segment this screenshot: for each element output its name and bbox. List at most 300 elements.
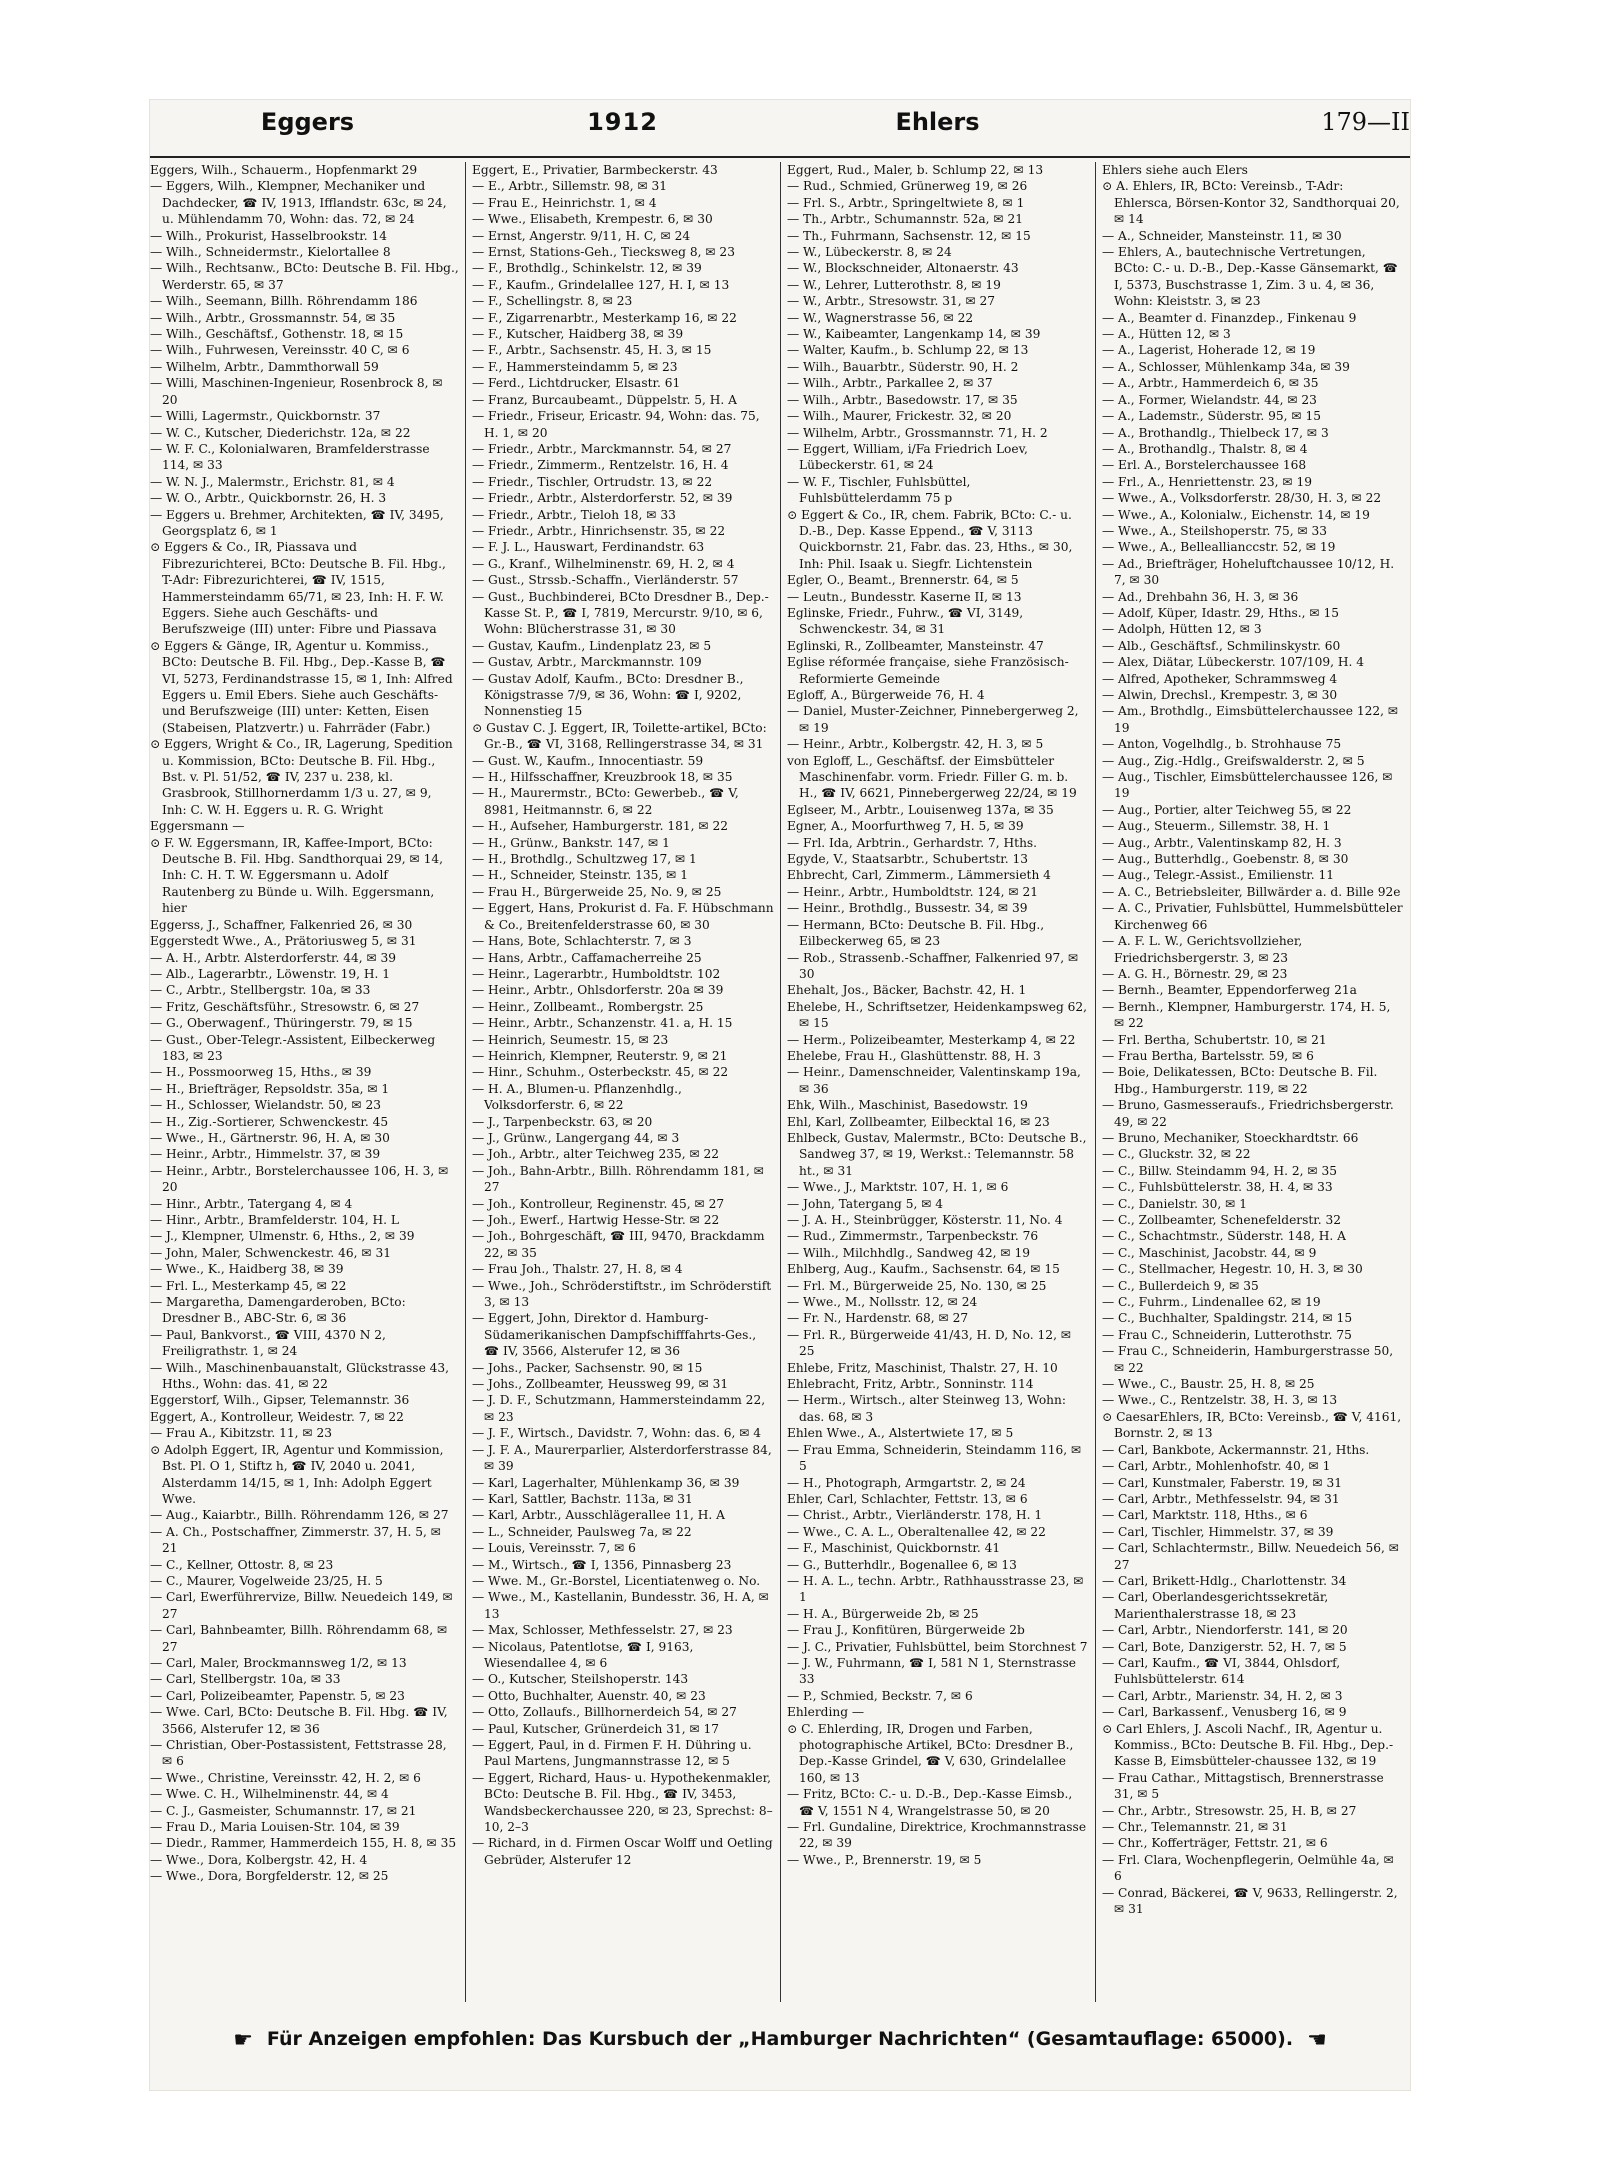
directory-entry: — A., Former, Wielandstr. 44, ✉ 23 xyxy=(1102,392,1317,407)
directory-entry: Eggert, A., Kontrolleur, Weidestr. 7, ✉ 22 xyxy=(150,1409,404,1424)
directory-entry: — C., Maurer, Vogelweide 23/25, H. 5 xyxy=(150,1573,383,1588)
directory-entry: — Diedr., Rammer, Hammerdeich 155, H. 8, ✉ 35 xyxy=(150,1836,457,1851)
directory-entry: — Carl, Bankbote, Ackermannstr. 21, Hths. xyxy=(1102,1442,1370,1457)
pointing-hand-icon: ☚ xyxy=(1307,2028,1327,2053)
directory-entry: — Frau D., Maria Louisen-Str. 104, ✉ 39 xyxy=(150,1820,400,1835)
directory-entry: — F., Maschinist, Quickbornstr. 41 xyxy=(787,1541,1001,1556)
directory-entry: — Wwe., Elisabeth, Krempestr. 6, ✉ 30 xyxy=(472,212,713,227)
directory-entry: Ehlbeck, Gustav, Malermstr., BCto: Deutsche B., Sandweg 37, ✉ 19, Werkst.: Telemannstr. 58 ht., ✉ 31 xyxy=(787,1130,1087,1178)
directory-entry: — H. A. L., techn. Arbtr., Rathhausstrasse 23, ✉ 1 xyxy=(787,1573,1084,1605)
directory-entry: — Am., Brothdlg., Eimsbüttelerchaussee 122, ✉ 19 xyxy=(1102,704,1399,735)
directory-entry: — J. F., Wirtsch., Davidstr. 7, Wohn: das. 6, ✉ 4 xyxy=(472,1426,762,1441)
directory-entry: — Wilh., Arbtr., Parkallee 2, ✉ 37 xyxy=(787,376,993,391)
directory-entry: — Eggert, Richard, Haus- u. Hypothekenmakler, BCto: Deutsche B. Fil. Hbg., ☎ IV, 3453, Wandsbeckerchaussee 220, ✉ 23, Sprechst: 8–10, 2–3 xyxy=(472,1770,773,1835)
directory-entry: — Aug., Telegr.-Assist., Emilienstr. 11 xyxy=(1102,868,1335,883)
directory-entry: — Carl, Arbtr., Methfesselstr. 94, ✉ 31 xyxy=(1102,1491,1340,1506)
directory-entry: — Heinrich, Seumestr. 15, ✉ 23 xyxy=(472,1032,669,1047)
directory-entry: — F., Brothdlg., Schinkelstr. 12, ✉ 39 xyxy=(472,261,702,276)
directory-entry: — Ehlers, A., bautechnische Vertretungen, BCto: C.- u. D.-B., Dep.-Kasse Gänsemarkt, ☎ I, 5373, Buschstrasse 1, Zim. 3 u. 4, ✉ 36, Wohn: Kleiststr. 3, ✉ 23 xyxy=(1102,245,1398,309)
directory-entry: — C., Maschinist, Jacobstr. 44, ✉ 9 xyxy=(1102,1245,1317,1260)
directory-entry: — Wwe., Dora, Borgfelderstr. 12, ✉ 25 xyxy=(150,1869,389,1884)
directory-entry: — Karl, Sattler, Bachstr. 113a, ✉ 31 xyxy=(472,1491,693,1506)
directory-entry: von Egloff, L., Geschäftsf. der Eimsbütteler Maschinenfabr. vorm. Friedr. Filler G. m. b. H., ☎ IV, 6621, Pinnebergerweg 22/24, ✉ 19 xyxy=(787,753,1077,801)
directory-entry: ⊙ CaesarEhlers, IR, BCto: Vereinsb., ☎ V, 4161, Bornstr. 2, ✉ 13 xyxy=(1102,1409,1402,1441)
directory-entry: — Carl, Barkassenf., Venusberg 16, ✉ 9 xyxy=(1102,1705,1347,1720)
directory-entry: — Richard, in d. Firmen Oscar Wolff und Oetling Gebrüder, Alsterufer 12 xyxy=(472,1836,773,1867)
directory-entry: — Wilhelm, Arbtr., Dammthorwall 59 xyxy=(150,359,379,374)
directory-entry: — Paul, Kutscher, Grünerdeich 31, ✉ 17 xyxy=(472,1721,720,1736)
directory-entry: — Bernh., Klempner, Hamburgerstr. 174, H. 5, ✉ 22 xyxy=(1102,999,1391,1031)
directory-entry: — H., Hilfsschaffner, Kreuzbrook 18, ✉ 35 xyxy=(472,770,733,785)
directory-entry: — F., Zigarrenarbtr., Mesterkamp 16, ✉ 22 xyxy=(472,310,737,325)
directory-entry: — C., Buchhalter, Spaldingstr. 214, ✉ 15 xyxy=(1102,1311,1353,1326)
directory-entry: — Wwe., A., Steilshoperstr. 75, ✉ 33 xyxy=(1102,523,1328,538)
directory-entry: — John, Tatergang 5, ✉ 4 xyxy=(787,1196,944,1211)
directory-entry: Ehehalt, Jos., Bäcker, Bachstr. 42, H. 1 xyxy=(787,983,1027,998)
directory-entry: — Heinr., Arbtr., Borstelerchaussee 106, H. 3, ✉ 20 xyxy=(150,1163,449,1195)
directory-entry: — W., Lehrer, Lutterothstr. 8, ✉ 19 xyxy=(787,277,1001,292)
directory-entry: — Frau E., Heinrichstr. 1, ✉ 4 xyxy=(472,195,657,210)
directory-entry: — Ernst, Angerstr. 9/11, H. C, ✉ 24 xyxy=(472,228,691,243)
directory-entry: — E., Arbtr., Sillemstr. 98, ✉ 31 xyxy=(472,179,668,194)
directory-entry: — Carl, Stellbergstr. 10a, ✉ 33 xyxy=(150,1672,341,1687)
directory-entry: — Carl, Bahnbeamter, Billh. Röhrendamm 68, ✉ 27 xyxy=(150,1623,448,1654)
directory-entry: — Eggert, Paul, in d. Firmen F. H. Dühring u. Paul Martens, Jungmannstrasse 12, ✉ 5 xyxy=(472,1738,752,1769)
directory-entry: — Wwe., C., Rentzelstr. 38, H. 3, ✉ 13 xyxy=(1102,1393,1338,1408)
directory-entry: — H., Briefträger, Repsoldstr. 35a, ✉ 1 xyxy=(150,1081,390,1096)
directory-entry: — Gustav, Kaufm., Lindenplatz 23, ✉ 5 xyxy=(472,638,712,653)
directory-entry: — Joh., Ewerf., Hartwig Hesse-Str. ✉ 22 xyxy=(472,1213,720,1227)
directory-entry: — H., Zig.-Sortierer, Schwenckestr. 45 xyxy=(150,1114,389,1129)
directory-entry: — Wwe. C. H., Wilhelminenstr. 44, ✉ 4 xyxy=(150,1787,389,1802)
directory-entry: — Carl, Arbtr., Niendorferstr. 141, ✉ 20 xyxy=(1102,1623,1348,1638)
directory-entry: — Carl, Ewerführervize, Billw. Neuedeich 149, ✉ 27 xyxy=(150,1590,453,1621)
directory-entry: — C., Arbtr., Stellbergstr. 10a, ✉ 33 xyxy=(150,983,371,998)
page-header xyxy=(150,108,1410,144)
directory-entry: — Frl. Ida, Arbtrin., Gerhardstr. 7, Hths. xyxy=(787,835,1038,850)
directory-entry: — W. N. J., Malermstr., Erichstr. 81, ✉ 4 xyxy=(150,474,395,489)
directory-entry: ⊙ Carl Ehlers, J. Ascoli Nachf., IR, Agentur u. Kommiss., BCto: Deutsche B. Fil. Hbg., Dep.-Kasse B, Eimsbütteler-chaussee 132, ✉ 19 xyxy=(1102,1721,1394,1769)
directory-entry: — Erl. A., Borstelerchaussee 168 xyxy=(1102,458,1307,473)
directory-entry: — A. F. L. W., Gerichtsvollzieher, Friedrichsbergerstr. 3, ✉ 23 xyxy=(1102,934,1303,965)
directory-entry: — A., Hütten 12, ✉ 3 xyxy=(1102,327,1231,342)
directory-entry: — Frl. S., Arbtr., Springeltwiete 8, ✉ 1 xyxy=(787,195,1025,210)
directory-entry: — A., Schneider, Mansteinstr. 11, ✉ 30 xyxy=(1102,228,1342,243)
directory-entry: — J. C., Privatier, Fuhlsbüttel, beim Storchnest 7 xyxy=(787,1639,1088,1654)
directory-entry: — Wilhelm, Arbtr., Grossmannstr. 71, H. 2 xyxy=(787,425,1048,440)
directory-entry: — Christ., Arbtr., Vierländerstr. 178, H. 1 xyxy=(787,1508,1043,1523)
directory-entry: Egyde, V., Staatsarbtr., Schubertstr. 13 xyxy=(787,852,1028,867)
directory-entry: — Wwe., M., Kastellanin, Bundesstr. 36, H. A, ✉ 13 xyxy=(472,1590,769,1621)
directory-entry: — Carl, Arbtr., Mohlenhofstr. 40, ✉ 1 xyxy=(1102,1459,1331,1474)
directory-entry: — Eggers u. Brehmer, Architekten, ☎ IV, 3495, Georgsplatz 6, ✉ 1 xyxy=(150,507,444,538)
footer-text: Für Anzeigen empfohlen: Das Kursbuch der „Hamburger Nachrichten“ (Gesamtauflage: 65000). xyxy=(266,2028,1294,2050)
directory-entry: — Carl, Maler, Brockmannsweg 1/2, ✉ 13 xyxy=(150,1655,407,1670)
directory-entry: — Joh., Kontrolleur, Reginenstr. 45, ✉ 27 xyxy=(472,1196,725,1211)
directory-entry: — Aug., Kaiarbtr., Billh. Röhrendamm 126, ✉ 27 xyxy=(150,1508,449,1523)
directory-entry: ⊙ Adolph Eggert, IR, Agentur und Kommission, Bst. Pl. O 1, Stiftz h, ☎ IV, 2040 u. 2041, Alsterdamm 14/15, ✉ 1, Inh: Adolph Eggert Wwe. xyxy=(150,1442,444,1506)
directory-entry: — Hinr., Arbtr., Tatergang 4, ✉ 4 xyxy=(150,1196,353,1211)
directory-entry: — Bernh., Beamter, Eppendorferweg 21a xyxy=(1102,983,1357,998)
directory-entry: — L., Schneider, Paulsweg 7a, ✉ 22 xyxy=(472,1524,692,1539)
directory-entry: — A., Schlosser, Mühlenkamp 34a, ✉ 39 xyxy=(1102,359,1350,374)
advertisement-footer xyxy=(150,2028,1410,2062)
directory-entry: Ehlen Wwe., A., Alstertwiete 17, ✉ 5 xyxy=(787,1426,1014,1441)
directory-entry: — Fritz, Geschäftsführ., Stresowstr. 6, ✉ 27 xyxy=(150,999,420,1014)
directory-entry: — Wwe., M., Nollsstr. 12, ✉ 24 xyxy=(787,1295,978,1310)
directory-entry: — Friedr., Tischler, Ortrudstr. 13, ✉ 22 xyxy=(472,474,713,489)
directory-entry: ⊙ Eggers & Gänge, IR, Agentur u. Kommiss., BCto: Deutsche B. Fil. Hbg., Dep.-Kasse B, ☎ VI, 5273, Ferdinandstrasse 15, ✉ 1, Inh: Alfred Eggers u. Emil Ebers. Siehe auch Geschäfts- und Berufszweige (III) unter: Ketten, Eisen (Stabeisen, Platzvertr.) u. Fahrräder (Fabr.) xyxy=(150,638,453,735)
directory-entry: ⊙ Eggers & Co., IR, Piassava und Fibrezurichterei, BCto: Deutsche B. Fil. Hbg., T-Adr: Fibrezurichterei, ☎ IV, 1515, Hammersteindamm 65/71, ✉ 23, Inh: H. F. W. Eggers. Siehe auch Geschäfts- und Berufszweige (III) unter: Fibre und Piassava xyxy=(150,540,446,637)
directory-entry: Eglinski, R., Zollbeamter, Mansteinstr. 47 xyxy=(787,638,1044,653)
directory-entry: — Frau Emma, Schneiderin, Steindamm 116, ✉ 5 xyxy=(787,1442,1082,1474)
directory-entry: — W., Arbtr., Stresowstr. 31, ✉ 27 xyxy=(787,294,996,309)
directory-entry: — Carl, Kaufm., ☎ VI, 3844, Ohlsdorf, Fuhlsbüttelerstr. 614 xyxy=(1102,1655,1341,1687)
directory-entry: — Carl, Marktstr. 118, Hths., ✉ 6 xyxy=(1102,1508,1308,1523)
directory-entry: — Frau J., Konfitüren, Bürgerweide 2b xyxy=(787,1623,1025,1638)
directory-entry: — Alwin, Drechsl., Krempestr. 3, ✉ 30 xyxy=(1102,688,1338,702)
header-year: 1912 xyxy=(587,108,658,136)
directory-entry: — Frau Joh., Thalstr. 27, H. 8, ✉ 4 xyxy=(472,1262,683,1277)
directory-entry: — A., Lademstr., Süderstr. 95, ✉ 15 xyxy=(1102,409,1321,424)
directory-entry: — Wwe., H., Gärtnerstr. 96, H. A, ✉ 30 xyxy=(150,1130,390,1145)
directory-entry: — Wilh., Arbtr., Grossmannstr. 54, ✉ 35 xyxy=(150,310,396,325)
directory-entry: — Alb., Lagerarbtr., Löwenstr. 19, H. 1 xyxy=(150,966,390,981)
directory-entry: — Th., Arbtr., Schumannstr. 52a, ✉ 21 xyxy=(787,212,1023,227)
directory-entry: — Willi, Lagermstr., Quickbornstr. 37 xyxy=(150,409,381,424)
directory-entry: — A., Brothandlg., Thalstr. 8, ✉ 4 xyxy=(1102,441,1308,456)
directory-entry: — J. A. H., Steinbrügger, Kösterstr. 11, No. 4 xyxy=(787,1213,1063,1227)
directory-entry: Ehlerding — xyxy=(787,1705,865,1720)
directory-entry: — Leutn., Bundesstr. Kaserne II, ✉ 13 xyxy=(787,589,1022,604)
directory-entry: — Wilh., Bauarbtr., Süderstr. 90, H. 2 xyxy=(787,359,1019,374)
directory-entry: — Hermann, BCto: Deutsche B. Fil. Hbg., Eilbeckerweg 65, ✉ 23 xyxy=(787,917,1045,949)
directory-entry: — Joh., Bahn-Arbtr., Billh. Röhrendamm 181, ✉ 27 xyxy=(472,1163,765,1195)
directory-entry: — H., Possmoorweg 15, Hths., ✉ 39 xyxy=(150,1065,372,1080)
directory-entry: Egloff, A., Bürgerweide 76, H. 4 xyxy=(787,688,985,702)
directory-entry: — Gust. W., Kaufm., Innocentiastr. 59 xyxy=(472,753,704,768)
directory-entry: Ehlers siehe auch Elers xyxy=(1102,163,1248,177)
directory-entry: — Margaretha, Damengarderoben, BCto: Dresdner B., ABC-Str. 6, ✉ 36 xyxy=(150,1295,406,1326)
directory-entry: — A., Arbtr., Hammerdeich 6, ✉ 35 xyxy=(1102,376,1319,391)
directory-entry: — Alfred, Apotheker, Schrammsweg 4 xyxy=(1102,671,1338,686)
directory-entry: — W., Blockschneider, Altonaerstr. 43 xyxy=(787,261,1019,276)
directory-entry: — Ferd., Lichtdrucker, Elsastr. 61 xyxy=(472,376,681,391)
directory-entry: — Frl. L., Mesterkamp 45, ✉ 22 xyxy=(150,1278,347,1293)
directory-entry: — Wwe. Carl, BCto: Deutsche B. Fil. Hbg. ☎ IV, 3566, Alsterufer 12, ✉ 36 xyxy=(150,1705,448,1736)
directory-entry: — Joh., Bohrgeschäft, ☎ III, 9470, Brackdamm 22, ✉ 35 xyxy=(472,1229,765,1260)
directory-entry: — W., Wagnerstrasse 56, ✉ 22 xyxy=(787,310,974,325)
directory-entry: — Gust., Strssb.-Schaffn., Vierländerstr. 57 xyxy=(472,573,739,588)
directory-entry: — Frl., A., Henriettenstr. 23, ✉ 19 xyxy=(1102,474,1313,489)
directory-entry: — Eggert, Hans, Prokurist d. Fa. F. Hübschmann & Co., Breitenfelderstrasse 60, ✉ 30 xyxy=(472,901,774,932)
directory-entry: — Wwe., A., Volksdorferstr. 28/30, H. 3, ✉ 22 xyxy=(1102,491,1382,506)
directory-entry: — Wilh., Arbtr., Basedowstr. 17, ✉ 35 xyxy=(787,392,1018,407)
directory-entry: Eggersmann — xyxy=(150,819,245,834)
directory-entry: — Boie, Delikatessen, BCto: Deutsche B. Fil. Hbg., Hamburgerstr. 119, ✉ 22 xyxy=(1102,1065,1378,1096)
directory-entry: — A. Ch., Postschaffner, Zimmerstr. 37, H. 5, ✉ 21 xyxy=(150,1524,442,1556)
directory-entry: — Friedr., Arbtr., Alsterdorferstr. 52, ✉ 39 xyxy=(472,491,733,506)
directory-entry: — Aug., Portier, alter Teichweg 55, ✉ 22 xyxy=(1102,802,1352,817)
directory-entry: — Nicolaus, Patentlotse, ☎ I, 9163, Wiesendallee 4, ✉ 6 xyxy=(472,1639,694,1670)
directory-entry: — Conrad, Bäckerei, ☎ V, 9633, Rellingerstr. 2, ✉ 31 xyxy=(1102,1885,1398,1917)
directory-entry: ⊙ A. Ehlers, IR, BCto: Vereinsb., T-Adr: Ehlersca, Börsen-Kontor 32, Sandthorquai 20, ✉ 14 xyxy=(1102,179,1400,227)
directory-entry: — A. H., Arbtr. Alsterdorferstr. 44, ✉ 39 xyxy=(150,950,397,965)
directory-entry: — P., Schmied, Beckstr. 7, ✉ 6 xyxy=(787,1688,973,1703)
directory-entry: — Carl, Schlachtermstr., Billw. Neuedeich 56, ✉ 27 xyxy=(1102,1541,1399,1572)
directory-entry: — Carl, Bote, Danzigerstr. 52, H. 7, ✉ 5 xyxy=(1102,1639,1347,1654)
directory-entry: — Aug., Tischler, Eimsbüttelerchaussee 126, ✉ 19 xyxy=(1102,770,1393,801)
directory-entry: — Eggert, William, i/Fa Friedrich Loev, Lübeckerstr. 61, ✉ 24 xyxy=(787,441,1028,473)
directory-entry: — C., Danielstr. 30, ✉ 1 xyxy=(1102,1196,1247,1211)
directory-entry: — Frau Bertha, Bartelsstr. 59, ✉ 6 xyxy=(1102,1048,1314,1063)
directory-entry: — Friedr., Arbtr., Hinrichsenstr. 35, ✉ 22 xyxy=(472,523,726,538)
directory-entry: — Bruno, Mechaniker, Stoeckhardtstr. 66 xyxy=(1102,1130,1359,1145)
directory-entry: — Alex, Diätar, Lübeckerstr. 107/109, H. 4 xyxy=(1102,655,1365,670)
directory-entry: — C., Fuhlsbüttelerstr. 38, H. 4, ✉ 33 xyxy=(1102,1180,1333,1195)
directory-entry: — Ernst, Stations-Geh., Tiecksweg 8, ✉ 23 xyxy=(472,245,735,260)
directory-entry: — Fr. N., Hardenstr. 68, ✉ 27 xyxy=(787,1311,969,1326)
directory-entry: — Alb., Geschäftsf., Schmilinskystr. 60 xyxy=(1102,638,1341,653)
directory-entry: — Th., Fuhrmann, Sachsenstr. 12, ✉ 15 xyxy=(787,228,1031,243)
directory-entry: — Daniel, Muster-Zeichner, Pinnebergerweg 2, ✉ 19 xyxy=(787,704,1079,735)
directory-entry: — Chr., Kofferträger, Fettstr. 21, ✉ 6 xyxy=(1102,1836,1328,1851)
directory-entry: — C., Stellmacher, Hegestr. 10, H. 3, ✉ 30 xyxy=(1102,1262,1363,1277)
directory-entry: Eglise réformée française, siehe Französisch-Reformierte Gemeinde xyxy=(787,655,1069,686)
directory-entry: ⊙ Eggers, Wright & Co., IR, Lagerung, Spedition u. Kommission, BCto: Deutsche B. Fil. Hbg., Bst. v. Pl. 51/52, ☎ IV, 237 u. 238, kl. Grasbrook, Stillhornerdamm 1/3 u. 27, ✉ 9, Inh: C. W. H. Eggers u. R. G. Wright xyxy=(150,737,453,817)
directory-entry: — Heinr., Arbtr., Kolbergstr. 42, H. 3, ✉ 5 xyxy=(787,737,1044,752)
directory-entry: — John, Maler, Schwenckestr. 46, ✉ 31 xyxy=(150,1245,391,1260)
directory-entry: — Carl, Oberlandesgerichtssekretär, Marienthalerstrasse 18, ✉ 23 xyxy=(1102,1590,1329,1621)
directory-entry: — Hinr., Schuhm., Osterbeckstr. 45, ✉ 22 xyxy=(472,1065,729,1080)
directory-entry: — Frau H., Bürgerweide 25, No. 9, ✉ 25 xyxy=(472,884,722,899)
directory-entry: — Frau A., Kibitzstr. 11, ✉ 23 xyxy=(150,1426,333,1441)
directory-entry: Ehelebe, H., Schriftsetzer, Heidenkampsweg 62, ✉ 15 xyxy=(787,999,1088,1031)
directory-entry: — Karl, Lagerhalter, Mühlenkamp 36, ✉ 39 xyxy=(472,1475,740,1490)
directory-entry: — F., Kaufm., Grindelallee 127, H. I, ✉ 13 xyxy=(472,277,730,292)
directory-entry: — C., Kellner, Ottostr. 8, ✉ 23 xyxy=(150,1557,334,1572)
directory-entry: — Aug., Arbtr., Valentinskamp 82, H. 3 xyxy=(1102,835,1342,850)
directory-entry: — Carl, Kunstmaler, Faberstr. 19, ✉ 31 xyxy=(1102,1475,1342,1490)
directory-entry: — Friedr., Arbtr., Marckmannstr. 54, ✉ 27 xyxy=(472,441,732,456)
directory-entry: — Wwe., K., Haidberg 38, ✉ 39 xyxy=(150,1262,344,1277)
directory-entry: — Fritz, BCto: C.- u. D.-B., Dep.-Kasse Eimsb., ☎ V, 1551 N 4, Wrangelstrasse 50, ✉ 20 xyxy=(787,1787,1073,1818)
directory-entry: — Adolf, Küper, Idastr. 29, Hths., ✉ 15 xyxy=(1102,605,1340,620)
directory-entry: Ehl, Karl, Zollbeamter, Eilbecktal 16, ✉ 23 xyxy=(787,1114,1050,1129)
directory-entry: — Heinr., Arbtr., Himmelstr. 37, ✉ 39 xyxy=(150,1147,381,1162)
directory-entry: — Gustav Adolf, Kaufm., BCto: Dresdner B., Königstrasse 7/9, ✉ 36, Wohn: ☎ I, 9202, Nonnenstieg 15 xyxy=(472,671,744,719)
directory-entry: — Johs., Zollbeamter, Heussweg 99, ✉ 31 xyxy=(472,1377,729,1392)
directory-entry: — Willi, Maschinen-Ingenieur, Rosenbrock 8, ✉ 20 xyxy=(150,376,443,407)
directory-entry: — Carl, Brikett-Hdlg., Charlottenstr. 34 xyxy=(1102,1573,1347,1588)
directory-entry: — Wwe., P., Brennerstr. 19, ✉ 5 xyxy=(787,1852,982,1867)
directory-entry: Ehlebe, Fritz, Maschinist, Thalstr. 27, H. 10 xyxy=(787,1360,1058,1375)
directory-entry: — Wwe., Christine, Vereinsstr. 42, H. 2, ✉ 6 xyxy=(150,1770,421,1785)
header-right-keyword: Ehlers xyxy=(895,108,980,136)
directory-entry: — H. A., Blumen-u. Pflanzenhdlg., Volksdorferstr. 6, ✉ 22 xyxy=(472,1081,682,1113)
directory-entry: — Gustav, Arbtr., Marckmannstr. 109 xyxy=(472,655,702,670)
directory-entry: — Carl, Arbtr., Marienstr. 34, H. 2, ✉ 3 xyxy=(1102,1688,1343,1703)
directory-entry: — Joh., Arbtr., alter Teichweg 235, ✉ 22 xyxy=(472,1147,720,1162)
directory-entry: — H., Photograph, Armgartstr. 2, ✉ 24 xyxy=(787,1475,1026,1490)
directory-entry: — W., Lübeckerstr. 8, ✉ 24 xyxy=(787,245,952,260)
directory-entry: — G., Oberwagenf., Thüringerstr. 79, ✉ 15 xyxy=(150,1016,413,1031)
directory-entry: — Wwe. M., Gr.-Borstel, Licentiatenweg o. No. xyxy=(472,1573,761,1588)
directory-entry: — H., Aufseher, Hamburgerstr. 181, ✉ 22 xyxy=(472,819,728,834)
directory-entry: — Frau C., Schneiderin, Hamburgerstrasse 50, ✉ 22 xyxy=(1102,1344,1394,1375)
directory-entry: — F. J. L., Hauswart, Ferdinandstr. 63 xyxy=(472,540,705,555)
directory-entry: — H., Schlosser, Wielandstr. 50, ✉ 23 xyxy=(150,1098,382,1113)
directory-entry: — Frau Cathar., Mittagstisch, Brennerstrasse 31, ✉ 5 xyxy=(1102,1770,1384,1802)
directory-entry: — Frl. R., Bürgerweide 41/43, H. D, No. 12, ✉ 25 xyxy=(787,1327,1072,1359)
directory-entry: — Wwe., J., Marktstr. 107, H. 1, ✉ 6 xyxy=(787,1180,1009,1195)
directory-entry: — A. C., Privatier, Fuhlsbüttel, Hummelsbütteler Kirchenweg 66 xyxy=(1102,901,1403,932)
directory-entry: Eggers, Wilh., Schauerm., Hopfenmarkt 29 xyxy=(150,163,418,177)
directory-entry: — Hans, Bote, Schlachterstr. 7, ✉ 3 xyxy=(472,934,692,949)
directory-entry: — A., Lagerist, Hoherade 12, ✉ 19 xyxy=(1102,343,1316,358)
directory-entry: — Hans, Arbtr., Caffamacherreihe 25 xyxy=(472,950,702,965)
directory-entry: ⊙ Eggert & Co., IR, chem. Fabrik, BCto: C.- u. D.-B., Dep. Kasse Eppend., ☎ V, 3113 Quickbornstr. 21, Fabr. das. 23, Hths., ✉ 30, Inh: Phil. Isaak u. Siegfr. Lichtenstein xyxy=(787,507,1073,571)
directory-entry: — Wilh., Geschäftsf., Gothenstr. 18, ✉ 15 xyxy=(150,327,404,342)
directory-entry: — Aug., Zig.-Hdlg., Greifswalderstr. 2, ✉ 5 xyxy=(1102,753,1365,768)
directory-entry: — Heinr., Zollbeamt., Rombergstr. 25 xyxy=(472,999,704,1014)
directory-entry: — H., Brothdlg., Schultzweg 17, ✉ 1 xyxy=(472,852,697,867)
directory-entry: — J., Grünw., Langergang 44, ✉ 3 xyxy=(472,1130,680,1145)
directory-entry: Ehlebracht, Fritz, Arbtr., Sonninstr. 114 xyxy=(787,1377,1034,1392)
directory-entry: — A., Brothandlg., Thielbeck 17, ✉ 3 xyxy=(1102,425,1329,440)
directory-entry: — Carl, Polizeibeamter, Papenstr. 5, ✉ 23 xyxy=(150,1688,405,1703)
directory-entry: — C., Fuhrm., Lindenallee 62, ✉ 19 xyxy=(1102,1295,1321,1310)
directory-entry: — Wwe., C. A. L., Oberaltenallee 42, ✉ 22 xyxy=(787,1524,1046,1539)
directory-entry: — Gust., Buchbinderei, BCto Dresdner B., Dep.-Kasse St. P., ☎ I, 7819, Mercurstr. 9/10, ✉ 6, Wohn: Blücherstrasse 31, ✉ 30 xyxy=(472,589,769,637)
directory-entry: — C., Gluckstr. 32, ✉ 22 xyxy=(1102,1147,1251,1162)
directory-entry: — Chr., Arbtr., Stresowstr. 25, H. B, ✉ 27 xyxy=(1102,1803,1357,1818)
directory-entry: — Heinr., Arbtr., Ohlsdorferstr. 20a ✉ 39 xyxy=(472,983,724,998)
directory-entry: — Rud., Zimmermstr., Tarpenbeckstr. 76 xyxy=(787,1229,1039,1244)
directory-entry: — Franz, Burcaubeamt., Düppelstr. 5, H. A xyxy=(472,392,737,407)
directory-entry: — O., Kutscher, Steilshoperstr. 143 xyxy=(472,1672,689,1687)
directory-entry: — C., Zollbeamter, Schenefelderstr. 32 xyxy=(1102,1213,1342,1227)
directory-entry: — Wilh., Maurer, Frickestr. 32, ✉ 20 xyxy=(787,409,1012,424)
directory-entry: — Friedr., Zimmerm., Rentzelstr. 16, H. 4 xyxy=(472,458,729,473)
directory-entry: — Eggert, John, Direktor d. Hamburg-Südamerikanischen Dampfschifffahrts-Ges., ☎ IV, 3566, Alsterufer 12, ✉ 36 xyxy=(472,1311,757,1359)
directory-entry: ⊙ C. Ehlerding, IR, Drogen und Farben, photographische Artikel, BCto: Dresdner B., Dep.-Kasse Grindel, ☎ V, 630, Grindelallee 160, ✉ 13 xyxy=(787,1721,1074,1785)
directory-entry: — F., Arbtr., Sachsenstr. 45, H. 3, ✉ 15 xyxy=(472,343,712,358)
directory-entry: — Wilh., Prokurist, Hasselbrookstr. 14 xyxy=(150,228,387,243)
directory-entry: — Wilh., Fuhrwesen, Vereinsstr. 40 C, ✉ 6 xyxy=(150,343,410,358)
directory-entry: — H., Schneider, Steinstr. 135, ✉ 1 xyxy=(472,868,688,883)
directory-entry: — Paul, Bankvorst., ☎ VIII, 4370 N 2, Freiligrathstr. 1, ✉ 24 xyxy=(150,1327,386,1359)
directory-entry: — F., Hammersteindamm 5, ✉ 23 xyxy=(472,359,678,374)
directory-entry: Egner, A., Moorfurthweg 7, H. 5, ✉ 39 xyxy=(787,819,1024,834)
directory-entry: — Wwe., Dora, Kolbergstr. 42, H. 4 xyxy=(150,1852,368,1867)
directory-entry: — Heinr., Brothdlg., Bussestr. 34, ✉ 39 xyxy=(787,901,1028,916)
directory-entry: — Max, Schlosser, Methfesselstr. 27, ✉ 23 xyxy=(472,1623,733,1638)
directory-entry: — Wwe., Joh., Schröderstiftstr., im Schröderstift 3, ✉ 13 xyxy=(472,1278,772,1310)
directory-entry: Eglseer, M., Arbtr., Louisenweg 137a, ✉ 35 xyxy=(787,802,1054,817)
directory-entry: — Eggers, Wilh., Klempner, Mechaniker und Dachdecker, ☎ IV, 1913, Ifflandstr. 63c, ✉ 24, u. Mühlendamm 70, Wohn: das. 72, ✉ 24 xyxy=(150,179,447,227)
directory-entry: — Otto, Zollaufs., Billhornerdeich 54, ✉ 27 xyxy=(472,1705,737,1720)
header-left-keyword: Eggers xyxy=(260,108,355,136)
directory-entry: Eggerstedt Wwe., A., Prätoriusweg 5, ✉ 31 xyxy=(150,934,417,949)
directory-entry: — Frl. Gundaline, Direktrice, Krochmannstrasse 22, ✉ 39 xyxy=(787,1820,1087,1851)
directory-entry: — Gust., Ober-Telegr.-Assistent, Eilbeckerweg 183, ✉ 23 xyxy=(150,1032,436,1063)
directory-entry: — A. C., Betriebsleiter, Billwärder a. d. Bille 92e xyxy=(1102,884,1401,899)
directory-entry: — H., Maurermstr., BCto: Gewerbeb., ☎ V, 8981, Heitmannstr. 6, ✉ 22 xyxy=(472,786,739,817)
directory-entry: — Adolph, Hütten 12, ✉ 3 xyxy=(1102,622,1262,637)
directory-entry: — H. A., Bürgerweide 2b, ✉ 25 xyxy=(787,1606,979,1621)
directory-entry: — J. W., Fuhrmann, ☎ I, 581 N 1, Sternstrasse 33 xyxy=(787,1655,1076,1687)
column-1 xyxy=(150,162,465,2002)
directory-entry: — C., Bullerdeich 9, ✉ 35 xyxy=(1102,1278,1259,1293)
directory-page xyxy=(150,100,1410,2090)
directory-entry: Eggerss, J., Schaffner, Falkenried 26, ✉ 30 xyxy=(150,917,413,932)
directory-entry: — Christian, Ober-Postassistent, Fettstrasse 28, ✉ 6 xyxy=(150,1738,447,1769)
directory-entry: — Wwe., C., Baustr. 25, H. 8, ✉ 25 xyxy=(1102,1377,1315,1392)
directory-entry: — Frau C., Schneiderin, Lutterothstr. 75 xyxy=(1102,1327,1352,1342)
directory-entry: — J. D. F., Schutzmann, Hammersteindamm 22, ✉ 23 xyxy=(472,1393,766,1424)
directory-entry: — Ad., Drehbahn 36, H. 3, ✉ 36 xyxy=(1102,589,1299,604)
directory-entry: — Frl. Bertha, Schubertstr. 10, ✉ 21 xyxy=(1102,1032,1327,1047)
directory-entry: — Herm., Wirtsch., alter Steinweg 13, Wohn: das. 68, ✉ 3 xyxy=(787,1393,1066,1424)
directory-entry: — M., Wirtsch., ☎ I, 1356, Pinnasberg 23 xyxy=(472,1557,732,1572)
directory-entry: Eggerstorf, Wilh., Gipser, Telemannstr. 36 xyxy=(150,1393,410,1408)
directory-entry: — Bruno, Gasmesseraufs., Friedrichsbergerstr. 49, ✉ 22 xyxy=(1102,1098,1394,1129)
directory-entry: — W. C., Kutscher, Diederichstr. 12a, ✉ 22 xyxy=(150,425,411,440)
header-rule xyxy=(150,156,1410,158)
directory-entry: — Aug., Steuerm., Sillemstr. 38, H. 1 xyxy=(1102,819,1331,834)
directory-entry: — W. F., Tischler, Fuhlsbüttel, Fuhlsbüttelerdamm 75 p xyxy=(787,474,971,506)
directory-entry: — Herm., Polizeibeamter, Mesterkamp 4, ✉ 22 xyxy=(787,1032,1076,1047)
directory-entry: — C., Schachtmstr., Süderstr. 148, H. A xyxy=(1102,1229,1346,1244)
directory-entry: — W., Kaibeamter, Langenkamp 14, ✉ 39 xyxy=(787,327,1041,342)
directory-entry: — Heinr., Arbtr., Humboldtstr. 124, ✉ 21 xyxy=(787,884,1038,899)
directory-entry: — Friedr., Arbtr., Tieloh 18, ✉ 33 xyxy=(472,507,676,522)
directory-entry: — Chr., Telemannstr. 21, ✉ 31 xyxy=(1102,1820,1288,1835)
directory-entry: — F., Kutscher, Haidberg 38, ✉ 39 xyxy=(472,327,684,342)
directory-entry: Ehelebe, Frau H., Glashüttenstr. 88, H. 3 xyxy=(787,1048,1041,1063)
directory-entry: — W. O., Arbtr., Quickbornstr. 26, H. 3 xyxy=(150,491,387,506)
directory-entry: — Heinrich, Klempner, Reuterstr. 9, ✉ 21 xyxy=(472,1048,728,1063)
directory-entry: — Rob., Strassenb.-Schaffner, Falkenried 97, ✉ 30 xyxy=(787,950,1079,981)
directory-entry: — Frl. Clara, Wochenpflegerin, Oelmühle 4a, ✉ 6 xyxy=(1102,1852,1394,1884)
directory-entry: — H., Grünw., Bankstr. 147, ✉ 1 xyxy=(472,835,670,850)
directory-entry: ⊙ Gustav C. J. Eggert, IR, Toilette-artikel, BCto: Gr.-B., ☎ VI, 3168, Rellingerstrasse 34, ✉ 31 xyxy=(472,720,767,752)
directory-entry: — Wilh., Rechtsanw., BCto: Deutsche B. Fil. Hbg., Werderstr. 65, ✉ 37 xyxy=(150,261,459,292)
directory-entry: — Karl, Arbtr., Ausschlägerallee 11, H. A xyxy=(472,1508,725,1523)
directory-entry: — Johs., Packer, Sachsenstr. 90, ✉ 15 xyxy=(472,1360,703,1375)
directory-entry: Ehler, Carl, Schlachter, Fettstr. 13, ✉ 6 xyxy=(787,1491,1028,1506)
directory-entry: — Wwe., A., Belleallianccstr. 52, ✉ 19 xyxy=(1102,540,1336,555)
directory-entry: — J., Tarpenbeckstr. 63, ✉ 20 xyxy=(472,1114,653,1129)
directory-entry: — Otto, Buchhalter, Auenstr. 40, ✉ 23 xyxy=(472,1688,706,1703)
directory-entry: — Wwe., A., Kolonialw., Eichenstr. 14, ✉ 19 xyxy=(1102,507,1370,522)
directory-entry: — Wilh., Schneidermstr., Kielortallee 8 xyxy=(150,245,391,260)
directory-entry: — Hinr., Arbtr., Bramfelderstr. 104, H. L xyxy=(150,1213,399,1227)
column-2 xyxy=(465,162,780,2002)
directory-entry: — A. G. H., Börnestr. 29, ✉ 23 xyxy=(1102,966,1288,981)
directory-entry: — Frl. M., Bürgerweide 25, No. 130, ✉ 25 xyxy=(787,1278,1047,1293)
directory-entry: Ehbrecht, Carl, Zimmerm., Lämmersieth 4 xyxy=(787,868,1051,883)
column-3 xyxy=(780,162,1095,2002)
directory-entry: Eglinske, Friedr., Fuhrw., ☎ VI, 3149, Schwenckestr. 34, ✉ 31 xyxy=(787,605,1024,637)
directory-entry: — Anton, Vogelhdlg., b. Strohhause 75 xyxy=(1102,737,1342,752)
entry-columns xyxy=(150,162,1410,2002)
directory-entry: Ehlberg, Aug., Kaufm., Sachsenstr. 64, ✉ 15 xyxy=(787,1262,1060,1277)
directory-entry: — Aug., Butterhdlg., Goebenstr. 8, ✉ 30 xyxy=(1102,852,1349,867)
directory-entry: — Carl, Tischler, Himmelstr. 37, ✉ 39 xyxy=(1102,1524,1334,1539)
directory-entry: — F., Schellingstr. 8, ✉ 23 xyxy=(472,294,633,309)
